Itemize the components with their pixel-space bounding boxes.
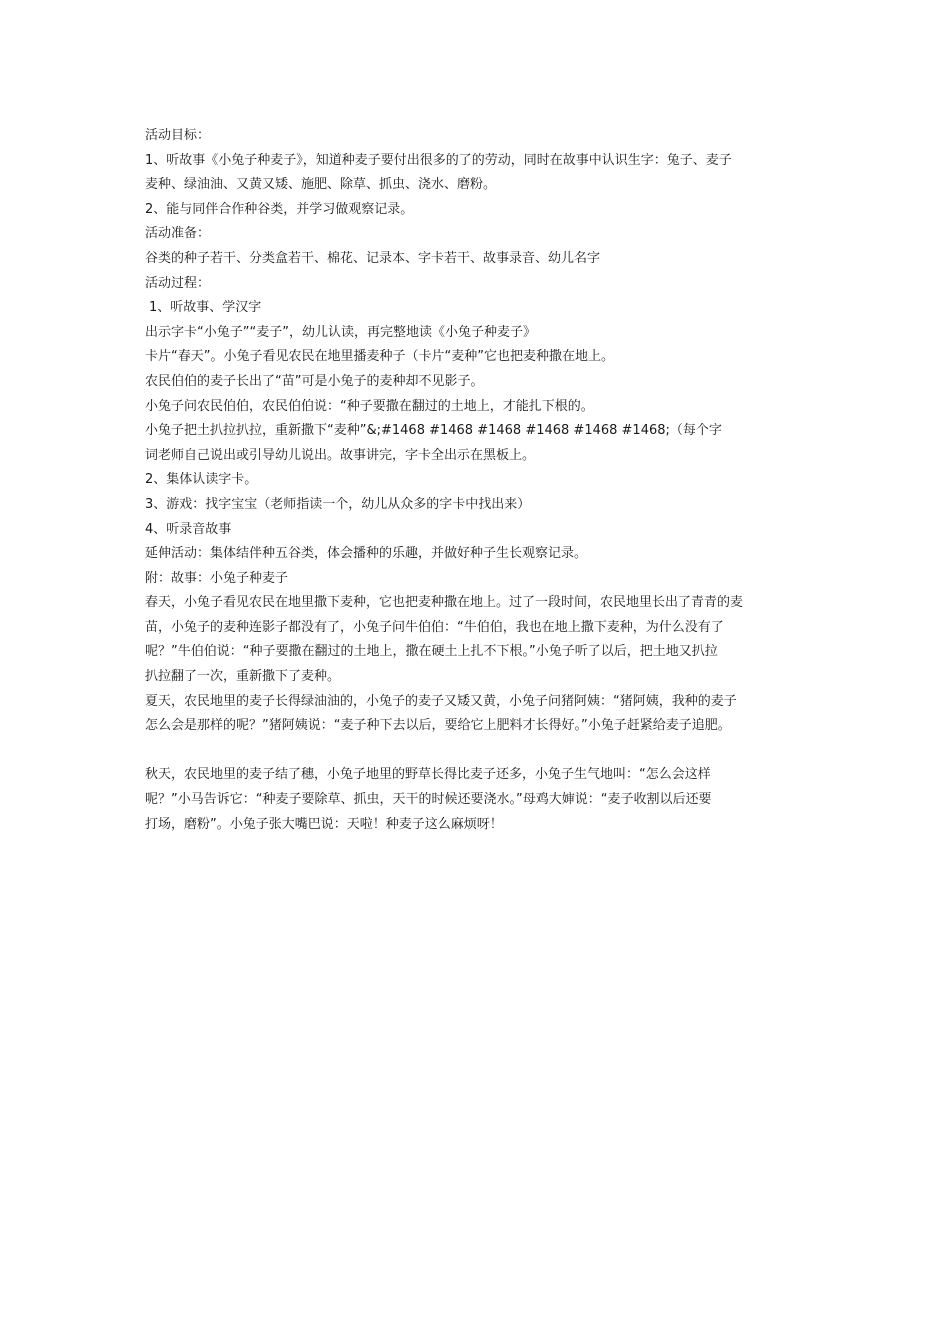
story-paragraph-autumn: 秋天，农民地里的麦子结了穗，小兔子地里的野草长得比麦子还多，小兔子生气地叫：“怎么会这样 [145,767,711,783]
section-heading-process: 活动过程： [145,275,211,291]
document-page [145,124,815,837]
process-text: 小兔子问农民伯伯，农民伯伯说：“种子要撒在翻过的土地上，才能扎下根的。 [145,398,594,414]
story-paragraph-spring: 苗，小兔子的麦种连影子都没有了，小兔子问牛伯伯：“牛伯伯，我也在地上撒下麦种，为什么没有了 [145,619,724,635]
appendix-story-title: 附：故事：小兔子种麦子 [145,570,289,586]
story-paragraph-summer: 怎么会是那样的呢？”猪阿姨说：“麦子种下去以后，要给它上肥料才长得好。”小兔子赶紧给麦子追肥。 [145,718,731,734]
story-paragraph-autumn: 呢？”小马告诉它：“种麦子要除草、抓虫，天干的时候还要浇水。”母鸡大婶说：“麦子收割以后还要 [145,792,712,808]
story-paragraph-spring: 春天，小兔子看见农民在地里撒下麦种，它也把麦种撒在地上。过了一段时间，农民地里长出了青青的麦 [145,595,744,611]
goal-1-line-1: 1、听故事《小兔子种麦子》，知道种麦子要付出很多的了的劳动，同时在故事中认识生字：兔子、麦子 [145,152,732,168]
process-step-4: 4、听录音故事 [145,521,232,537]
section-heading-preparation: 活动准备： [145,226,211,242]
process-text: 词老师自己说出或引导幼儿说出。故事讲完，字卡全出示在黑板上。 [145,447,536,463]
blank-line [145,739,815,764]
story-paragraph-spring: 扒拉翻了一次，重新撒下了麦种。 [145,669,341,685]
process-step-3: 3、游戏：找字宝宝（老师指读一个，幼儿从众多的字卡中找出来） [145,496,531,512]
preparation-materials: 谷类的种子若干、分类盒若干、棉花、记录本、字卡若干、故事录音、幼儿名字 [145,250,601,266]
process-text: 农民伯伯的麦子长出了“苗”可是小兔子的麦种却不见影子。 [145,373,484,389]
goal-2: 2、能与同伴合作种谷类，并学习做观察记录。 [145,201,414,217]
story-paragraph-summer: 夏天，农民地里的麦子长得绿油油的，小兔子的麦子又矮又黄，小兔子问猪阿姨：“猪阿姨，我种的麦子 [145,693,737,709]
process-text: 出示字卡“小兔子”“麦子”，幼儿认读，再完整地读《小兔子种麦子》 [145,324,536,340]
process-step-1-heading: 1、听故事、学汉字 [149,300,262,316]
extension-activity: 延伸活动：集体结伴种五谷类，体会播种的乐趣，并做好种子生长观察记录。 [145,546,588,562]
goal-1-line-2: 麦种、绿油油、又黄又矮、施肥、除草、抓虫、浇水、磨粉。 [145,177,497,193]
process-text: 小兔子把土扒拉扒拉，重新撒下“麦种”&;#1468 #1468 #1468 #1468 #1468 #1468;（每个字 [145,423,722,439]
story-paragraph-spring: 呢？”牛伯伯说：“种子要撒在翻过的土地上，撒在硬土上扎不下根。”小兔子听了以后，把土地又扒拉 [145,644,718,660]
section-heading-goals: 活动目标： [145,128,211,143]
story-paragraph-autumn: 打场，磨粉”。小兔子张大嘴巴说：天啦！种麦子这么麻烦呀！ [145,816,503,832]
process-step-2: 2、集体认读字卡。 [145,472,258,488]
process-text: 卡片“春天”。小兔子看见农民在地里播麦种子（卡片“麦种”它也把麦种撒在地上。 [145,349,614,365]
